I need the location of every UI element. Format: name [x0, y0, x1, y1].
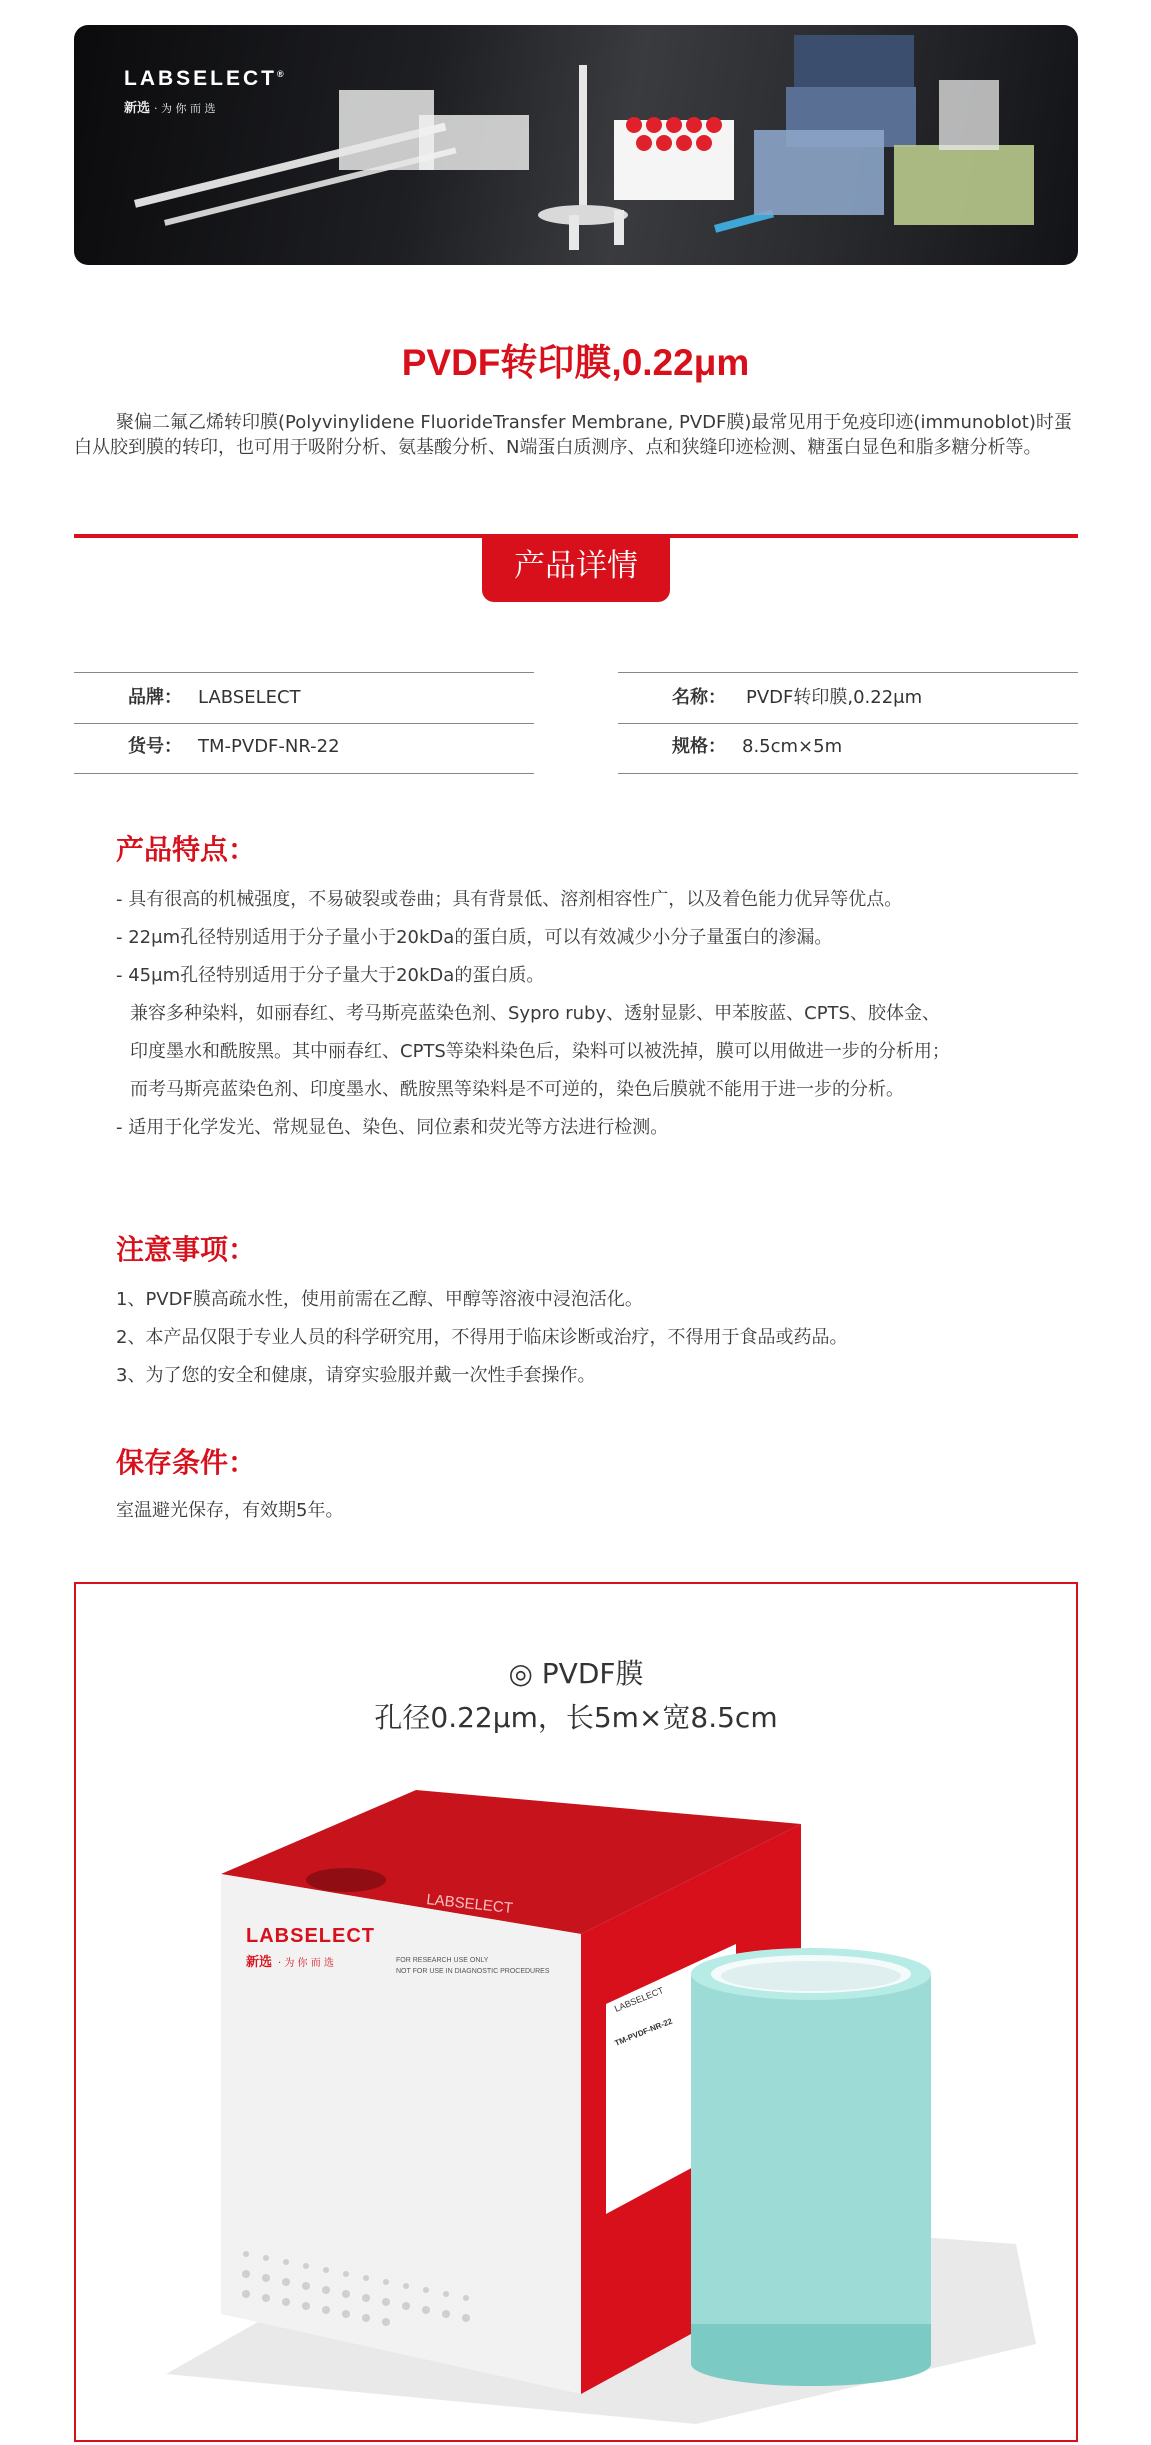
tip-box-shape [794, 35, 914, 90]
box-brand-cn: 新选 [246, 1955, 273, 1970]
spec-label: 品牌： [128, 687, 182, 708]
spec-label: 名称： [672, 687, 726, 708]
list-item: - 适用于化学发光、常规显色、染色、同位素和荧光等方法进行检测。 [116, 1117, 669, 1138]
spec-brand-row [74, 672, 534, 724]
banner-brand [124, 67, 287, 116]
box-notice: NOT FOR USE IN DIAGNOSTIC PROCEDURES [396, 1968, 550, 1975]
list-item: - 22μm孔径特别适用于分子量小于20kDa的蛋白质，可以有效减少小分子量蛋白的渗漏。 [116, 927, 833, 948]
storage-text-block [116, 1492, 1066, 1530]
product-caption-size: 孔径0.22μm，长5m×宽8.5cm [374, 1701, 778, 1734]
product-caption-name: ◎ PVDF膜 [508, 1657, 644, 1690]
page-title: PVDF转印膜,0.22μm [401, 342, 750, 383]
list-item: 3、为了您的安全和健康，请穿实验服并戴一次性手套操作。 [116, 1365, 596, 1386]
rack-shape [419, 115, 529, 170]
list-item: - 45μm孔径特别适用于分子量大于20kDa的蛋白质。 [116, 965, 545, 986]
features-list [116, 881, 1066, 1147]
tip-box-shape [894, 145, 1034, 225]
notes-heading: 注意事项： [116, 1233, 257, 1266]
spec-size-row [618, 722, 1078, 774]
list-item: 兼容多种染料，如丽春红、考马斯亮蓝染色剂、Sypro ruby、透射显影、甲苯胺蓝、CPTS、胶体金、 [130, 1003, 940, 1024]
spec-label: 规格： [672, 736, 726, 757]
brand-logo: LABSELECT® [124, 67, 287, 90]
brand-slogan: 新选 · 为 你 而 选 [124, 101, 216, 116]
box-lid-brand: LABSELECT [425, 1891, 514, 1918]
stand-shape [579, 65, 587, 215]
banner-lab-products-image [74, 25, 1078, 265]
list-item: 印度墨水和酰胺黑。其中丽春红、CPTS等染料染色后，染料可以被洗掉，膜可以用做进一步的分析用； [130, 1041, 950, 1062]
list-item: 2、本产品仅限于专业人员的科学研究用，不得用于临床诊断或治疗，不得用于食品或药品。 [116, 1327, 848, 1348]
storage-heading: 保存条件： [116, 1446, 257, 1479]
box-brand: LABSELECT [246, 1925, 375, 1947]
tip-box-shape [754, 130, 884, 215]
label-brand: LABSELECT [613, 1985, 665, 2014]
spec-sku-row [74, 722, 534, 774]
spec-label: 货号： [128, 736, 182, 757]
product-intro: 聚偏二氟乙烯转印膜(Polyvinylidene FluorideTransfer Membrane, PVDF膜)最常见用于免疫印迹(immunoblot)时蛋白从胶到膜的转印，也可用于吸附分析、氨基酸分析、N端蛋白质测序、点和狭缝印迹检测、糖蛋白显色和脂多糖分析等。 [74, 412, 1072, 458]
hero-banner [74, 25, 1078, 265]
label-code: TM-PVDF-NR-22 [613, 2016, 674, 2048]
section-title-tab: 产品详情 [482, 534, 670, 602]
spec-value: TM-PVDF-NR-22 [198, 736, 340, 757]
list-item: - 具有很高的机械强度，不易破裂或卷曲；具有背景低、溶剂相容性广，以及着色能力优异等优点。 [116, 889, 903, 910]
list-item: 而考马斯亮蓝染色剂、印度墨水、酰胺黑等染料是不可逆的，染色后膜就不能用于进一步的分析。 [130, 1079, 904, 1100]
membrane-roll-shape [691, 1974, 931, 2364]
product-photo [136, 1784, 1036, 2424]
spec-name-row [618, 672, 1078, 724]
box-notice: FOR RESEARCH USE ONLY [396, 1957, 489, 1964]
storage-text: 室温避光保存，有效期5年。 [116, 1500, 344, 1521]
notes-list [116, 1281, 1066, 1395]
features-heading: 产品特点： [116, 833, 257, 866]
spec-value: LABSELECT [198, 687, 301, 708]
list-item: 1、PVDF膜高疏水性，使用前需在乙醇、甲醇等溶液中浸泡活化。 [116, 1289, 643, 1310]
spec-value: PVDF转印膜,0.22μm [746, 687, 923, 708]
product-image-panel [74, 1582, 1078, 2442]
spec-value: 8.5cm×5m [742, 736, 843, 757]
box-slogan: · 为 你 而 选 [278, 1958, 334, 1969]
